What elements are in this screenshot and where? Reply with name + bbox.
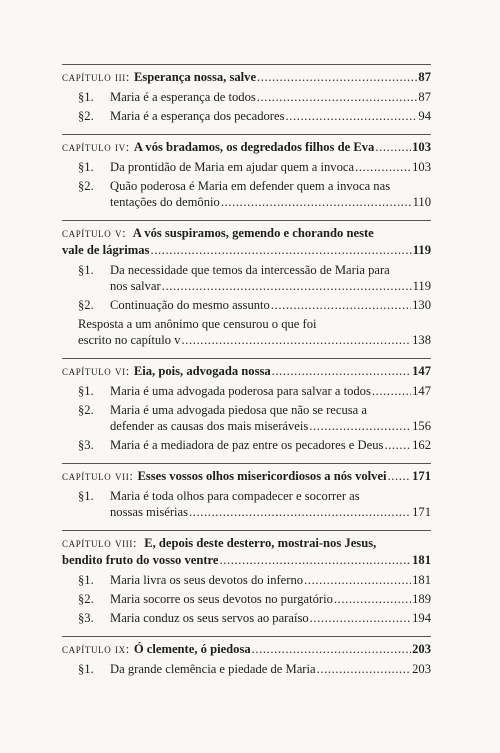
- page-number: 203: [412, 642, 431, 656]
- page-number: 110: [412, 195, 431, 209]
- section-entry: [62, 591, 431, 607]
- leader-dots: [162, 278, 412, 294]
- page-number: 119: [412, 279, 431, 293]
- page-number: 147: [412, 384, 431, 398]
- section-entry: [62, 108, 431, 124]
- chapter-title: A vós bradamos, os degredados filhos de Eva: [133, 140, 375, 154]
- section-title: Da necessidade que temos da intercessão de Maria para: [110, 263, 390, 277]
- page-number: 181: [412, 573, 431, 587]
- section-number: §3.: [78, 611, 94, 625]
- page-number: 94: [418, 109, 431, 123]
- section-number: §1.: [78, 662, 94, 676]
- section-number: §1.: [78, 489, 94, 503]
- section-title: Maria é a esperança dos pecadores: [110, 109, 285, 123]
- section-entry: [62, 402, 431, 434]
- chapter-heading: [62, 69, 431, 86]
- chapter-title: E, depois deste desterro, mostrai-nos Jesus,: [144, 536, 377, 550]
- page-number: 119: [412, 243, 431, 257]
- section-title: Continuação do mesmo assunto: [110, 298, 270, 312]
- page-number: 87: [418, 70, 431, 84]
- section-entry: [62, 297, 431, 313]
- section-number: §3.: [78, 438, 94, 452]
- section-number: §1.: [78, 263, 94, 277]
- section-title: nos salvar: [110, 279, 161, 293]
- chapter-title: Eia, pois, advogada nossa: [133, 364, 271, 378]
- section-title: escrito no capítulo v: [78, 333, 181, 347]
- leader-dots: [334, 591, 411, 607]
- page-number: 103: [412, 140, 431, 154]
- leader-dots: [189, 504, 411, 520]
- chapter-heading: [62, 641, 431, 658]
- section-title: nossas misérias: [110, 505, 189, 519]
- page-number: 130: [412, 298, 431, 312]
- chapter-title: Ó clemente, ó piedosa: [133, 642, 251, 656]
- section-number: §1.: [78, 384, 94, 398]
- section-entry: [62, 262, 431, 294]
- section-title: Maria é uma advogada piedosa que não se recusa a: [110, 403, 368, 417]
- leader-dots: [355, 159, 411, 175]
- section-title: Maria é toda olhos para compadecer e socorrer as: [110, 489, 360, 503]
- chapter-entry: [62, 358, 431, 453]
- leader-dots: [375, 139, 411, 156]
- chapter-title: bendito fruto do vosso ventre: [62, 553, 219, 567]
- table-of-contents: [62, 64, 431, 687]
- leader-dots: [384, 437, 411, 453]
- section-title: Maria é a mediadora de paz entre os pecadores e Deus: [110, 438, 384, 452]
- chapter-label: capítulo vii:: [62, 469, 134, 483]
- section-entry: [62, 610, 431, 626]
- section-entry: [62, 159, 431, 175]
- leader-dots: [220, 552, 412, 569]
- page-number: 171: [412, 505, 431, 519]
- leader-dots: [317, 661, 412, 677]
- section-entry: [62, 661, 431, 677]
- chapter-title: A vós suspiramos, gemendo e chorando neste: [132, 226, 374, 240]
- section-entry: [62, 178, 431, 210]
- page-number: 203: [412, 662, 431, 676]
- chapter-title: vale de lágrimas: [62, 243, 150, 257]
- chapter-label: capítulo vi:: [62, 364, 130, 378]
- page-number: 171: [412, 469, 431, 483]
- leader-dots: [309, 418, 411, 434]
- chapter-title: Esperança nossa, salve: [133, 70, 257, 84]
- leader-dots: [252, 641, 411, 658]
- leader-dots: [310, 610, 411, 626]
- section-title: Maria é uma advogada poderosa para salvar a todos: [110, 384, 371, 398]
- page-number: 181: [412, 553, 431, 567]
- section-title: tentações do demônio: [110, 195, 220, 209]
- section-number: §2.: [78, 298, 94, 312]
- section-entry: [62, 488, 431, 520]
- section-number: §1.: [78, 160, 94, 174]
- section-number: §2.: [78, 592, 94, 606]
- leader-dots: [221, 194, 412, 210]
- leader-dots: [304, 572, 411, 588]
- page-number: 103: [412, 160, 431, 174]
- page-number: 162: [412, 438, 431, 452]
- section-number: §2.: [78, 403, 94, 417]
- section-title: Maria é a esperança de todos: [110, 90, 256, 104]
- section-entry: [62, 383, 431, 399]
- chapter-heading: [62, 535, 431, 552]
- leader-dots: [271, 297, 411, 313]
- section-title: Maria livra os seus devotos do inferno: [110, 573, 304, 587]
- section-entry: [62, 316, 431, 348]
- section-title: Quão poderosa é Maria em defender quem a invoca nas: [110, 179, 391, 193]
- section-entry: [62, 572, 431, 588]
- section-entry: [62, 437, 431, 453]
- section-number: §1.: [78, 573, 94, 587]
- chapter-entry: [62, 220, 431, 348]
- leader-dots: [181, 332, 411, 348]
- page-number: 189: [412, 592, 431, 606]
- chapter-heading: [62, 225, 431, 242]
- page-number: 138: [412, 333, 431, 347]
- chapter-entry: [62, 463, 431, 520]
- section-title: Maria conduz os seus servos ao paraíso: [110, 611, 309, 625]
- section-title: Maria socorre os seus devotos no purgatório: [110, 592, 333, 606]
- page-number: 87: [418, 90, 431, 104]
- leader-dots: [285, 108, 417, 124]
- section-title: Da grande clemência e piedade de Maria: [110, 662, 316, 676]
- section-title: defender as causas dos mais miseráveis: [110, 419, 309, 433]
- page-number: 156: [412, 419, 431, 433]
- chapter-entry: [62, 530, 431, 626]
- page-number: 147: [412, 364, 431, 378]
- chapter-label: capítulo ix:: [62, 642, 130, 656]
- chapter-label: capítulo iv:: [62, 140, 130, 154]
- section-number: §2.: [78, 179, 94, 193]
- section-number: §1.: [78, 90, 94, 104]
- chapter-heading: [62, 468, 431, 485]
- section-entry: [62, 89, 431, 105]
- leader-dots: [388, 468, 412, 485]
- chapter-entry: [62, 134, 431, 210]
- chapter-heading: [62, 139, 431, 156]
- chapter-title: Esses vossos olhos misericordiosos a nós volvei: [137, 469, 387, 483]
- leader-dots: [257, 69, 417, 86]
- chapter-heading: [62, 363, 431, 380]
- section-title: Da prontidão de Maria em ajudar quem a invoca: [110, 160, 355, 174]
- leader-dots: [150, 242, 411, 259]
- chapter-entry: [62, 64, 431, 124]
- section-title: Resposta a um anônimo que censurou o que foi: [78, 317, 317, 331]
- leader-dots: [372, 383, 411, 399]
- chapter-label: capítulo viii:: [62, 536, 138, 550]
- chapter-label: capítulo iii:: [62, 70, 130, 84]
- section-number: §2.: [78, 109, 94, 123]
- page-number: 194: [412, 611, 431, 625]
- chapter-entry: [62, 636, 431, 677]
- chapter-label: capítulo v:: [62, 226, 127, 240]
- leader-dots: [257, 89, 418, 105]
- leader-dots: [272, 363, 411, 380]
